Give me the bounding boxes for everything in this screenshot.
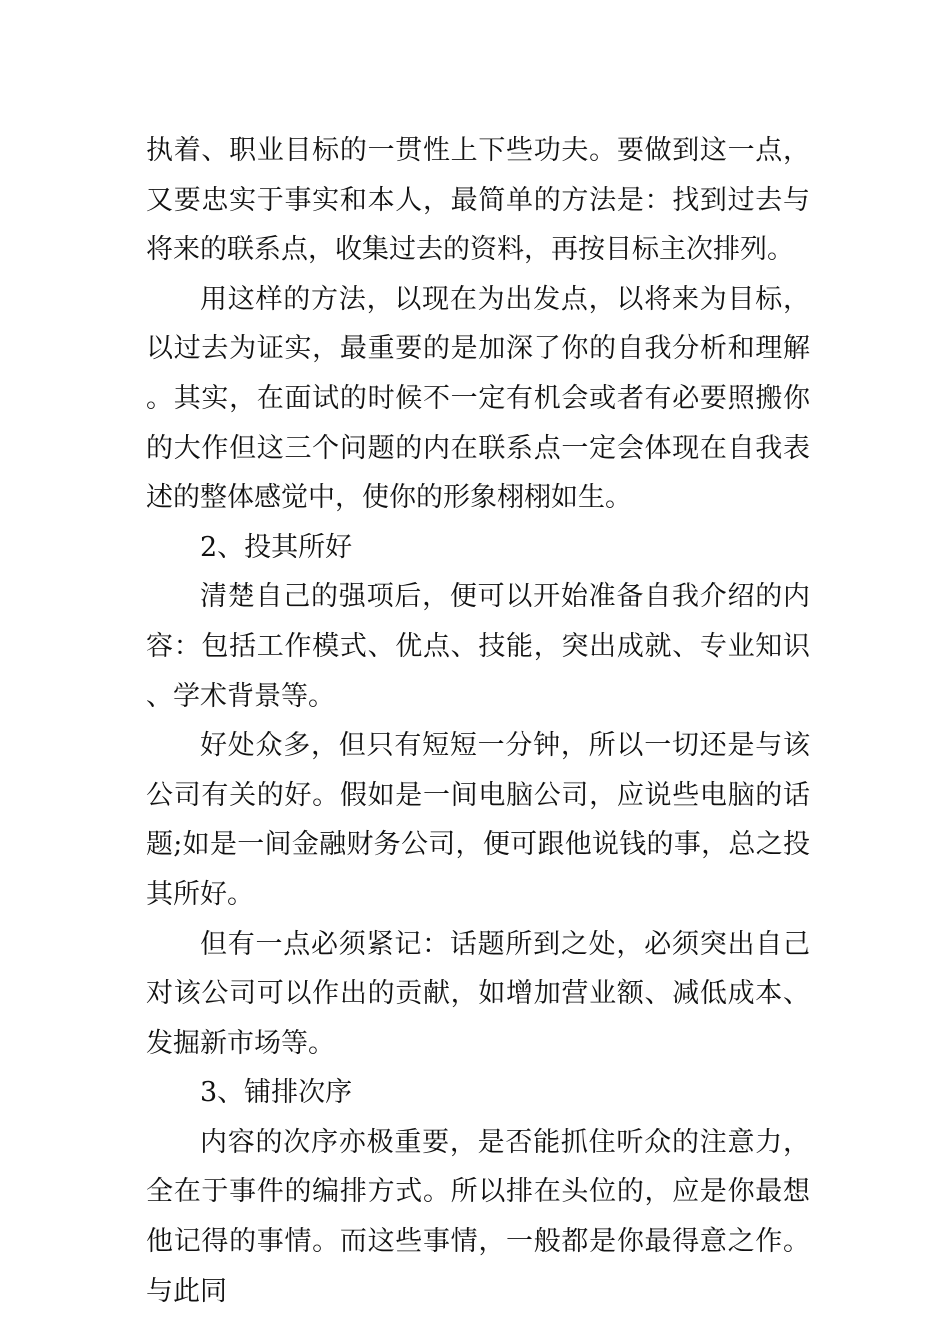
paragraph-order: 内容的次序亦极重要，是否能抓住听众的注意力，全在于事件的编排方式。所以排在头位的，应是你最想他记得的事情。而这些事情，一般都是你最得意之作。与此同 [146, 1126, 810, 1307]
document-body [146, 126, 810, 1316]
section-heading-3: 3、铺排次序 [200, 1077, 353, 1109]
paragraph-remember: 但有一点必须紧记：话题所到之处，必须突出自己对该公司可以作出的贡献，如增加营业额、减低成本、发掘新市场等。 [146, 928, 810, 1059]
paragraph-method: 用这样的方法，以现在为出发点，以将来为目标，以过去为证实，最重要的是加深了你的自我分析和理解。其实，在面试的时候不一定有机会或者有必要照搬你的大作但这三个问题的内在联系点一定会体现在自我表述的整体感觉中，使你的形象栩栩如生。 [146, 283, 810, 514]
section-heading-2: 2、投其所好 [200, 531, 353, 563]
paragraph-benefits: 好处众多，但只有短短一分钟，所以一切还是与该公司有关的好。假如是一间电脑公司，应说些电脑的话题;如是一间金融财务公司，便可跟他说钱的事，总之投其所好。 [146, 730, 810, 910]
paragraph-strengths: 清楚自己的强项后，便可以开始准备自我介绍的内容：包括工作模式、优点、技能，突出成就、专业知识、学术背景等。 [146, 581, 810, 712]
paragraph-continuation: 执着、职业目标的一贯性上下些功夫。要做到这一点，又要忠实于事实和本人，最简单的方法是：找到过去与将来的联系点，收集过去的资料，再按目标主次排列。 [146, 135, 810, 266]
